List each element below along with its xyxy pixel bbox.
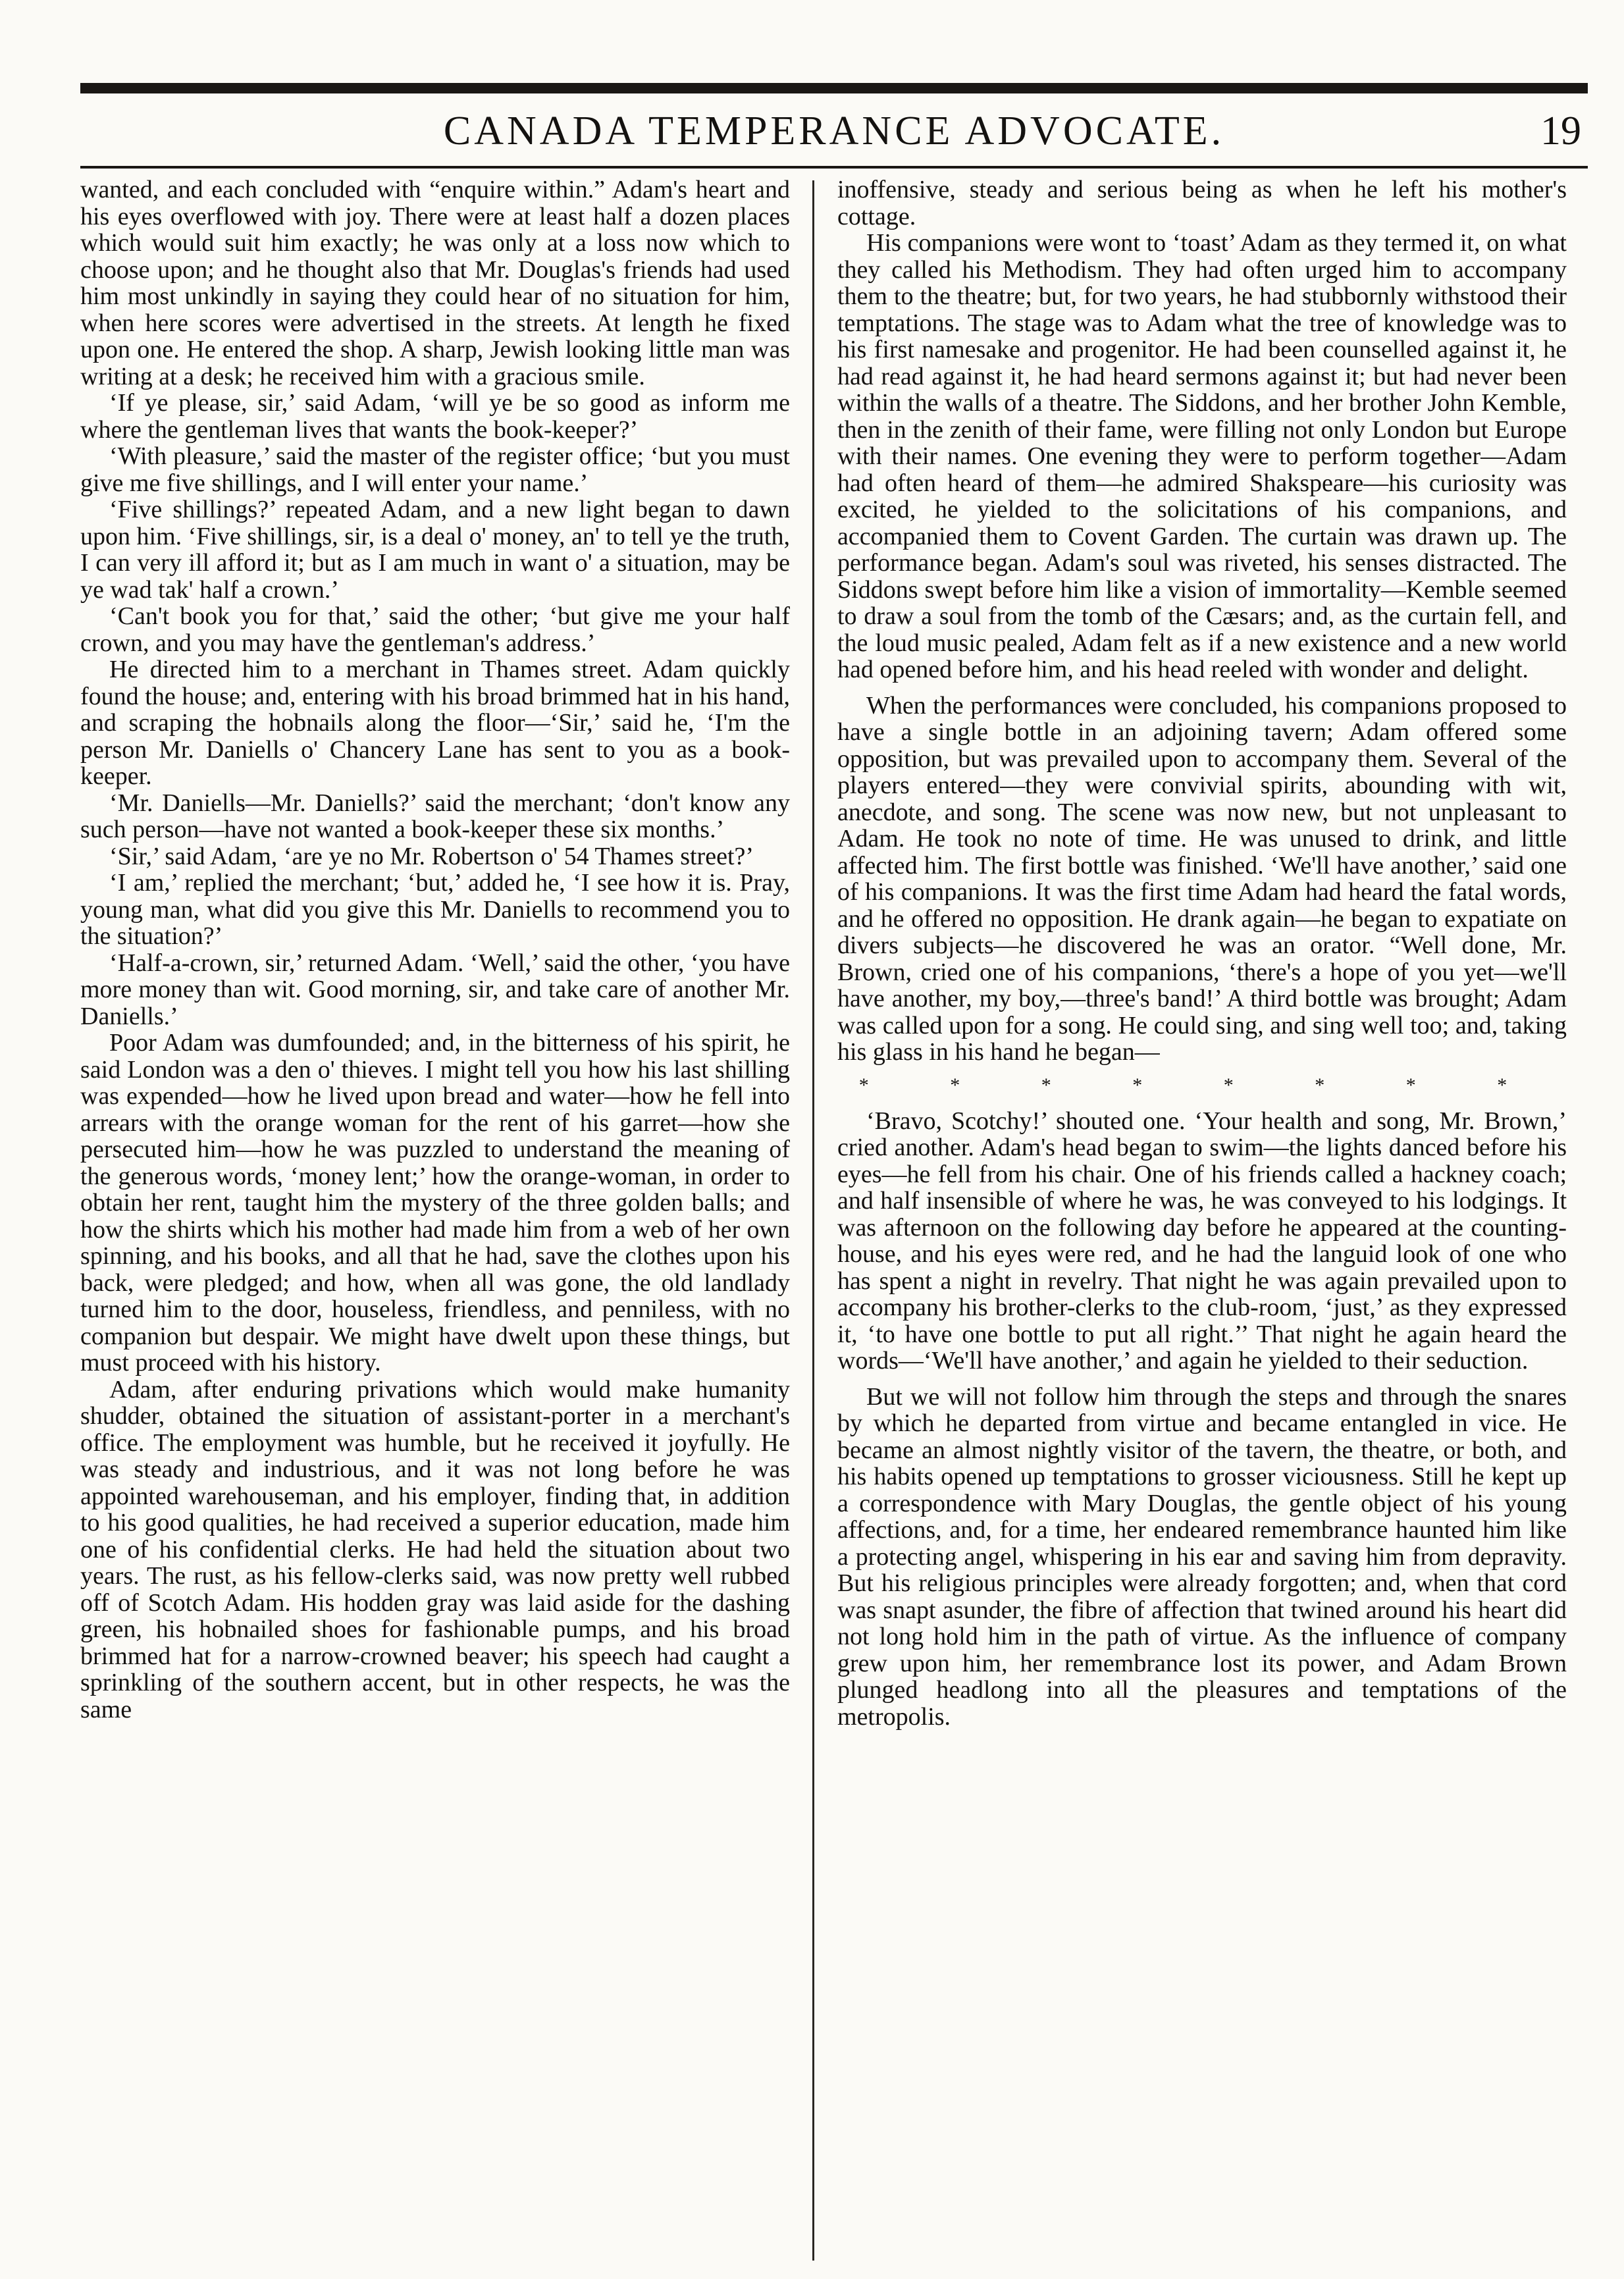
paragraph: ‘Five shillings?’ repeated Adam, and a new light began to dawn upon him. ‘Five shillings, sir, is a deal o' money, an' to tell ye the truth, I can very ill afford it; but as I am much in want o' a situation, may be ye wad tak' half a crown.’ [80,496,790,604]
paragraph: ‘With pleasure,’ said the master of the register office; ‘but you must give me five shillings, and I will enter your name.’ [80,442,790,497]
paragraph: When the performances were concluded, his companions proposed to have a single bottle in an adjoining tavern; Adam offered some opposition, but was prevailed upon to accompany them. Several of the players entered—they were convivial spirits, abounding with wit, anecdote, and song. The scene was now new, but not unpleasant to Adam. He took no note of time. He was unused to drink, and little affected him. The first bottle was finished. ‘We'll have another,’ said one of his companions. It was the first time Adam had heard the fatal words, and he offered no opposition. He drank again—he began to expatiate on divers subjects—he discovered he was an orator. “Well done, Mr. Brown, cried one of his companions, ‘there's a hope of you yet—we'll have another, my boy,—three's band!’ A third bottle was brought; Adam was called upon for a song. He could sing, and sing well too; and, taking his glass in his hand he began— [837,691,1567,1066]
paragraph: His companions were wont to ‘toast’ Adam as they termed it, on what they called his Methodism. They had often urged him to accompany them to the theatre; but, for two years, he had stubbornly withstood their temptations. The stage was to Adam what the tree of knowledge was to his first namesake and progenitor. He had been counselled against it, he had read against it, he had heard sermons against it; but had never been within the walls of a theatre. The Siddons, and her brother John Kemble, then in the zenith of their fame, were filling not only London but Europe with their names. One evening they were to perform together—Adam had often heard of them—he admired Shakspeare—his curiosity was excited, he yielded to the solicitations of his companions, and accompanied them to Covent Garden. The curtain was drawn up. The performance began. Adam's soul was riveted, his senses distracted. The Siddons swept before him like a vision of immortality—Kemble seemed to draw a soul from the tomb of the Cæsars; and, as the curtain fell, and the loud music pealed, Adam felt as if a new existence and a new world had opened before him, and his head reeled with wonder and delight. [837,229,1567,683]
page-number: 19 [1540,109,1581,153]
newspaper-page [80,83,1588,2255]
left-column [80,176,790,2263]
paragraph-gap [837,1375,1567,1384]
section-separator: * * * * * * * * [858,1074,1546,1096]
page-header [80,100,1588,161]
column-divider [812,180,814,2261]
paragraph: Poor Adam was dumfounded; and, in the bitterness of his spirit, he said London was a den o' thieves. I might tell you how his last shilling was expended—how he lived upon bread and water—how he fell into arrears with the orange woman for the rent of his garret—how she persecuted him—how he was puzzled to understand the meaning of the generous words, ‘money lent;’ how the orange-woman, in order to obtain her rent, taught him the mystery of the three golden balls; and how the shirts which his mother had made him from a web of her own spinning, and his books, and all that he had, save the clothes upon his back, were pledged; and how, when all was gone, the old landlady turned him to the door, houseless, friendless, and penniless, with no companion but despair. We might have dwelt upon these things, but must proceed with his history. [80,1029,790,1376]
paragraph: ‘Mr. Daniells—Mr. Daniells?’ said the merchant; ‘don't know any such person—have not wanted a book-keeper these six months.’ [80,789,790,843]
paragraph: But we will not follow him through the steps and through the snares by which he departed from virtue and became entangled in vice. He became an almost nightly visitor of the tavern, the theatre, or both, and his habits opened up temptations to grosser viciousness. Still he kept up a correspondence with Mary Douglas, the gentle object of his young affections, and, for a time, her endeared remembrance haunted him like a protecting angel, whispering in his ear and saving him from depravity. But his religious principles were already forgotten; and, when that cord was snapt asunder, the fibre of affection that twined around his heart did not long hold him in the path of virtue. As the influence of company grew upon him, her remembrance lost its power, and Adam Brown plunged headlong into all the pleasures and temptations of the metropolis. [837,1382,1567,1731]
paragraph: He directed him to a merchant in Thames street. Adam quickly found the house; and, entering with his broad brimmed hat in his hand, and scraping the hobnails along the floor—‘Sir,’ said he, ‘I'm the person Mr. Daniells o' Chancery Lane has sent to you as a book-keeper. [80,656,790,790]
paragraph: ‘Bravo, Scotchy!’ shouted one. ‘Your health and song, Mr. Brown,’ cried another. Adam's head began to swim—the lights danced before his eyes—he fell from his chair. One of his friends called a hackney coach; and half insensible of where he was, he was conveyed to his lodgings. It was afternoon on the following day before he appeared at the counting-house, and his eyes were red, and he had the languid look of one who has spent a night in revelry. That night he was again prevailed upon to accompany his brother-clerks to the club-room, ‘just,’ as they expressed it, ‘to have one bottle to put all right.’’ That night he again heard the words—‘We'll have another,’ and again he yielded to their seduction. [837,1107,1567,1375]
top-rule [80,83,1588,93]
paragraph: inoffensive, steady and serious being as when he left his mother's cottage. [837,176,1567,230]
paragraph: ‘I am,’ replied the merchant; ‘but,’ added he, ‘I see how it is. Pray, young man, what did you give this Mr. Daniells to recommend you to the situation?’ [80,869,790,950]
header-rule [80,166,1588,169]
paragraph-gap [837,683,1567,693]
paragraph: Adam, after enduring privations which would make humanity shudder, obtained the situation of assistant-porter in a merchant's office. The employment was humble, but he received it joyfully. He was steady and industrious, and it was not long before he was appointed warehouseman, and his employer, finding that, in addition to his good qualities, he had received a superior education, made him one of his confidential clerks. He had held the situation about two years. The rust, as his fellow-clerks said, was now pretty well rubbed off of Scotch Adam. His hodden gray was laid aside for the dashing green, his hobnailed shoes for fashionable pumps, and his broad brimmed hat for a narrow-crowned beaver; his speech had caught a sprinkling of the southern accent, but in other respects, he was the same [80,1375,790,1723]
paragraph: ‘Sir,’ said Adam, ‘are ye no Mr. Robertson o' 54 Thames street?’ [109,842,754,870]
right-column [837,176,1567,2263]
publication-title: CANADA TEMPERANCE ADVOCATE. [443,109,1225,153]
paragraph: wanted, and each concluded with “enquire within.” Adam's heart and his eyes overflowed with joy. There were at least half a dozen places which would suit him exactly; he was only at a loss now which to choose upon; and he thought also that Mr. Douglas's friends had used him most unkindly in saying they could hear of no situation for him, when here scores were advertised in the streets. At length he fixed upon one. He entered the shop. A sharp, Jewish looking little man was writing at a desk; he received him with a gracious smile. [80,176,790,390]
paragraph: ‘If ye please, sir,’ said Adam, ‘will ye be so good as inform me where the gentleman lives that wants the book-keeper?’ [80,389,790,444]
paragraph: ‘Can't book you for that,’ said the other; ‘but give me your half crown, and you may have the gentleman's address.’ [80,602,790,657]
paragraph: ‘Half-a-crown, sir,’ returned Adam. ‘Well,’ said the other, ‘you have more money than wit. Good morning, sir, and take care of another Mr. Daniells.’ [80,949,790,1030]
